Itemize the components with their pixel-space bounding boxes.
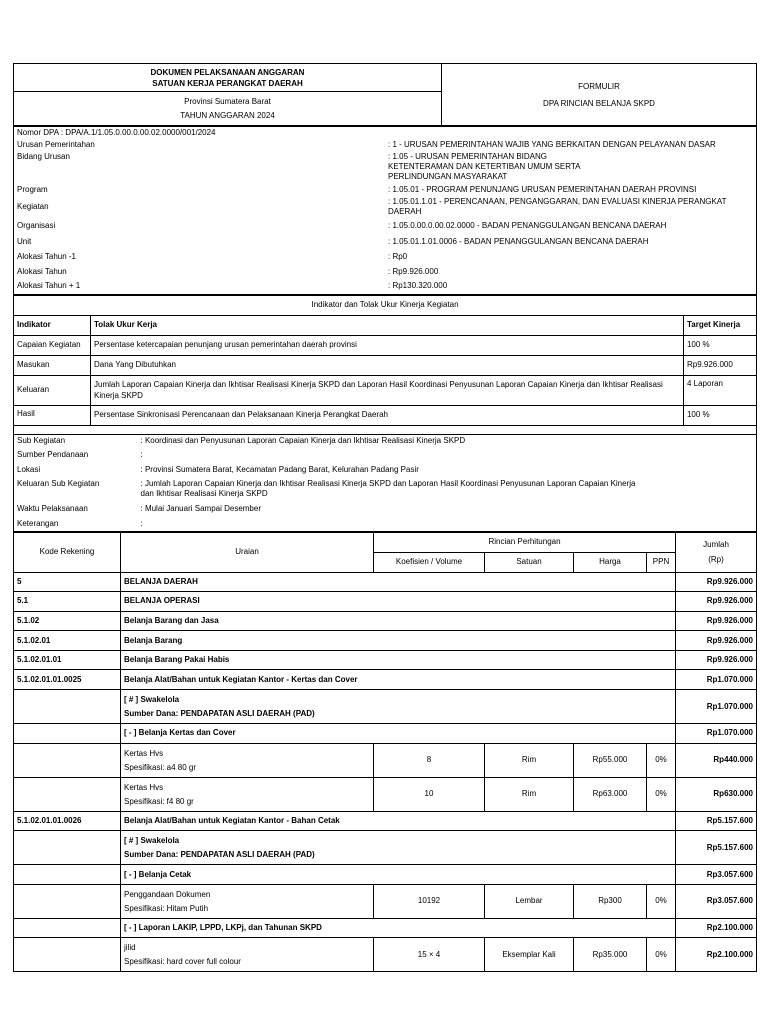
indikator-section-title: Indikator dan Tolak Ukur Kinerja Kegiatan xyxy=(14,295,757,315)
jumlah-cell: Rp1.070.000 xyxy=(676,670,757,690)
jumlah-cell: Rp5.157.600 xyxy=(676,831,757,865)
info-label: Alokasi Tahun -1 xyxy=(14,249,386,264)
info-label: Alokasi Tahun + 1 xyxy=(14,279,386,294)
kode-cell xyxy=(14,865,121,885)
info-label: Unit xyxy=(14,234,386,249)
ppn-cell: 0% xyxy=(647,938,676,972)
ppn-cell: 0% xyxy=(647,884,676,918)
item-name: jilid xyxy=(124,943,136,953)
satuan-cell: Lembar xyxy=(485,884,574,918)
satuan-cell: Rim xyxy=(485,743,574,777)
jumlah-cell: Rp440.000 xyxy=(676,743,757,777)
jumlah-cell: Rp9.926.000 xyxy=(676,611,757,631)
harga-cell: Rp300 xyxy=(574,884,647,918)
info-value: : Rp130.320.000 xyxy=(385,279,757,294)
satuan-cell: Rim xyxy=(485,777,574,811)
uraian-cell: Belanja Barang dan Jasa xyxy=(121,611,676,631)
uraian-cell: [ - ] Belanja Kertas dan Cover xyxy=(121,724,676,744)
ppn-cell: 0% xyxy=(647,743,676,777)
info-label: Kegiatan xyxy=(14,196,386,218)
jumlah-cell: Rp3.057.600 xyxy=(676,884,757,918)
harga-header: Harga xyxy=(574,552,647,572)
target-cell: 4 Laporan xyxy=(683,375,756,405)
uraian-cell xyxy=(121,743,374,777)
item-name: Kertas Hvs xyxy=(124,748,164,758)
swakelola-text: [ # ] Swakelola xyxy=(124,836,180,846)
sub-info-label: Lokasi xyxy=(14,462,138,478)
jumlah-cell: Rp1.070.000 xyxy=(676,690,757,724)
harga-cell: Rp63.000 xyxy=(574,777,647,811)
info-label: Alokasi Tahun xyxy=(14,264,386,279)
kode-cell xyxy=(14,724,121,744)
info-table xyxy=(13,126,757,295)
rincian-row-account xyxy=(14,650,757,670)
koef-cell: 10192 xyxy=(374,884,485,918)
nomor-dpa: Nomor DPA : DPA/A.1/1.05.0.00.0.00.02.0000/001/2024 xyxy=(14,127,757,140)
rincian-header: Rincian Perhitungan xyxy=(374,532,676,552)
rincian-row-item xyxy=(14,743,757,777)
jumlah-cell: Rp2.100.000 xyxy=(676,938,757,972)
tolak-cell: Jumlah Laporan Capaian Kinerja dan Ikhtisar Realisasi Kinerja SKPD dan Laporan Hasil Koordinasi Penyusunan Laporan Capaian Kinerja dan Ikhtisar Realisasi Kinerja SKPD xyxy=(91,375,684,405)
sub-info-value: : Provinsi Sumatera Barat, Kecamatan Padang Barat, Kelurahan Padang Pasir xyxy=(138,462,757,478)
year-text: TAHUN ANGGARAN 2024 xyxy=(180,111,275,120)
koef-cell: 10 xyxy=(374,777,485,811)
koef-cell: 15 × 4 xyxy=(374,938,485,972)
sub-info-value: : Jumlah Laporan Capaian Kinerja dan Ikhtisar Realisasi Kinerja SKPD dan Laporan Hasil Koordinasi Penyusunan Laporan Capaian Kinerja dan Ikhtisar Realisasi Kinerja SKPD xyxy=(138,478,757,500)
jumlah-header-text: Jumlah xyxy=(703,540,729,549)
kode-cell xyxy=(14,743,121,777)
dpa-document xyxy=(13,63,757,972)
target-cell: 100 % xyxy=(683,335,756,355)
jumlah-cell: Rp630.000 xyxy=(676,777,757,811)
info-value: : Rp9.926.000 xyxy=(385,264,757,279)
kode-cell: 5.1.02.01 xyxy=(14,631,121,651)
uraian-cell xyxy=(121,831,676,865)
sub-info-value: : xyxy=(138,448,757,462)
sub-info-value: : Mulai Januari Sampai Desember xyxy=(138,500,757,517)
info-label: Program xyxy=(14,183,386,196)
rincian-row-group xyxy=(14,865,757,885)
jumlah-cell: Rp9.926.000 xyxy=(676,572,757,592)
info-label: Bidang Urusan xyxy=(14,151,386,183)
spacer xyxy=(13,426,757,434)
title-line-2: SATUAN KERJA PERANGKAT DAERAH xyxy=(152,78,303,88)
sumber-dana-text: Sumber Dana: PENDAPATAN ASLI DAERAH (PAD) xyxy=(124,709,315,719)
kode-cell xyxy=(14,690,121,724)
info-value: : Rp0 xyxy=(385,249,757,264)
uraian-cell: Belanja Barang Pakai Habis xyxy=(121,650,676,670)
uraian-cell xyxy=(121,690,676,724)
ppn-cell: 0% xyxy=(647,777,676,811)
form-name-text: DPA RINCIAN BELANJA SKPD xyxy=(543,98,655,108)
koef-cell: 8 xyxy=(374,743,485,777)
uraian-cell: Belanja Barang xyxy=(121,631,676,651)
target-cell: 100 % xyxy=(683,405,756,425)
province-text: Provinsi Sumatera Barat xyxy=(184,97,271,106)
jumlah-cell: Rp9.926.000 xyxy=(676,592,757,612)
uraian-cell: Belanja Alat/Bahan untuk Kegiatan Kantor - Kertas dan Cover xyxy=(121,670,676,690)
uraian-cell xyxy=(121,777,374,811)
tolak-cell: Dana Yang Dibutuhkan xyxy=(91,355,684,375)
indikator-cell: Keluaran xyxy=(14,375,91,405)
target-header: Target Kinerja xyxy=(683,315,756,335)
province-year xyxy=(14,92,442,126)
rincian-body xyxy=(14,572,757,972)
uraian-cell: Belanja Alat/Bahan untuk Kegiatan Kantor - Bahan Cetak xyxy=(121,811,676,831)
sumber-dana-text: Sumber Dana: PENDAPATAN ASLI DAERAH (PAD) xyxy=(124,850,315,860)
kode-header: Kode Rekening xyxy=(14,532,121,572)
sub-info-label: Sub Kegiatan xyxy=(14,434,138,448)
kode-cell: 5.1.02 xyxy=(14,611,121,631)
item-spec: Spesifikasi: f4 80 gr xyxy=(124,796,194,806)
rincian-row-group2 xyxy=(14,831,757,865)
satuan-header: Satuan xyxy=(485,552,574,572)
swakelola-text: [ # ] Swakelola xyxy=(124,695,180,705)
info-value: : 1.05.01.1.01 - PERENCANAAN, PENGANGGARAN, DAN EVALUASI KINERJA PERANGKAT DAERAH xyxy=(385,196,757,218)
kode-cell: 5.1.02.01.01.0026 xyxy=(14,811,121,831)
sub-info-label: Waktu Pelaksanaan xyxy=(14,500,138,517)
rincian-row-item xyxy=(14,938,757,972)
header-table xyxy=(13,63,757,126)
rincian-row-item xyxy=(14,777,757,811)
uraian-cell: BELANJA DAERAH xyxy=(121,572,676,592)
rincian-row-group xyxy=(14,918,757,938)
ppn-header: PPN xyxy=(647,552,676,572)
item-spec: Spesifikasi: a4 80 gr xyxy=(124,762,197,772)
kode-cell xyxy=(14,938,121,972)
info-label: Urusan Pemerintahan xyxy=(14,139,386,151)
jumlah-cell: Rp2.100.000 xyxy=(676,918,757,938)
document-title xyxy=(14,64,442,92)
rincian-row-account xyxy=(14,811,757,831)
item-name: Penggandaan Dokumen xyxy=(124,889,211,899)
jumlah-unit-text: (Rp) xyxy=(708,555,724,564)
rincian-row-group xyxy=(14,724,757,744)
info-value: : 1.05 - URUSAN PEMERINTAHAN BIDANG KETENTERAMAN DAN KETERTIBAN UMUM SERTA PERLINDUNGAN MASYARAKAT xyxy=(385,151,757,183)
tolak-header: Tolak Ukur Kerja xyxy=(91,315,684,335)
kode-cell: 5.1.02.01.01.0025 xyxy=(14,670,121,690)
indikator-cell: Masukan xyxy=(14,355,91,375)
uraian-header: Uraian xyxy=(121,532,374,572)
indikator-table xyxy=(13,295,757,426)
info-value: : 1 - URUSAN PEMERINTAHAN WAJIB YANG BERKAITAN DENGAN PELAYANAN DASAR xyxy=(385,139,757,151)
info-value: : 1.05.01.1.01.0006 - BADAN PENANGGULANGAN BENCANA DAERAH xyxy=(385,234,757,249)
target-cell: Rp9.926.000 xyxy=(683,355,756,375)
harga-cell: Rp55.000 xyxy=(574,743,647,777)
kode-cell xyxy=(14,884,121,918)
jumlah-cell: Rp5.157.600 xyxy=(676,811,757,831)
info-label: Organisasi xyxy=(14,218,386,234)
rincian-row-account xyxy=(14,572,757,592)
tolak-cell: Persentase ketercapaian penunjang urusan pemerintahan daerah provinsi xyxy=(91,335,684,355)
indikator-header: Indikator xyxy=(14,315,91,335)
harga-cell: Rp35.000 xyxy=(574,938,647,972)
uraian-cell xyxy=(121,938,374,972)
sub-info-label: Keluaran Sub Kegiatan xyxy=(14,478,138,500)
uraian-cell: BELANJA OPERASI xyxy=(121,592,676,612)
rincian-row-account xyxy=(14,611,757,631)
item-spec: Spesifikasi: hard cover full colour xyxy=(124,957,241,967)
indikator-cell: Hasil xyxy=(14,405,91,425)
jumlah-cell: Rp3.057.600 xyxy=(676,865,757,885)
rincian-row-account xyxy=(14,592,757,612)
kode-cell: 5.1 xyxy=(14,592,121,612)
rincian-row-group2 xyxy=(14,690,757,724)
rincian-row-account xyxy=(14,670,757,690)
kode-cell xyxy=(14,918,121,938)
title-line-1: DOKUMEN PELAKSANAAN ANGGARAN xyxy=(150,67,305,77)
jumlah-cell: Rp1.070.000 xyxy=(676,724,757,744)
sub-info-value: : Koordinasi dan Penyusunan Laporan Capaian Kinerja dan Ikhtisar Realisasi Kinerja SKPD xyxy=(138,434,757,448)
kode-cell xyxy=(14,777,121,811)
uraian-cell: [ - ] Laporan LAKIP, LPPD, LKPj, dan Tahunan SKPD xyxy=(121,918,676,938)
sub-info-label: Keterangan xyxy=(14,517,138,531)
jumlah-header xyxy=(676,532,757,572)
rincian-table xyxy=(13,532,757,973)
rincian-row-account xyxy=(14,631,757,651)
form-label-text: FORMULIR xyxy=(578,81,620,91)
form-label xyxy=(442,64,757,126)
sub-info-value: : xyxy=(138,517,757,531)
tolak-cell: Persentase Sinkronisasi Perencanaan dan Pelaksanaan Kinerja Perangkat Daerah xyxy=(91,405,684,425)
kode-cell xyxy=(14,831,121,865)
info-value: : 1.05.01 - PROGRAM PENUNJANG URUSAN PEMERINTAHAN DAERAH PROVINSI xyxy=(385,183,757,196)
uraian-cell xyxy=(121,884,374,918)
kode-cell: 5 xyxy=(14,572,121,592)
sub-info-label: Sumber Pendanaan xyxy=(14,448,138,462)
satuan-cell: Eksemplar Kali xyxy=(485,938,574,972)
item-spec: Spesifikasi: Hitam Putih xyxy=(124,903,209,913)
uraian-cell: [ - ] Belanja Cetak xyxy=(121,865,676,885)
rincian-row-item xyxy=(14,884,757,918)
koef-header: Koefisien / Volume xyxy=(374,552,485,572)
kode-cell: 5.1.02.01.01 xyxy=(14,650,121,670)
jumlah-cell: Rp9.926.000 xyxy=(676,650,757,670)
sub-info-table xyxy=(13,434,757,532)
info-value: : 1.05.0.00.0.00.02.0000 - BADAN PENANGGULANGAN BENCANA DAERAH xyxy=(385,218,757,234)
indikator-cell: Capaian Kegiatan xyxy=(14,335,91,355)
jumlah-cell: Rp9.926.000 xyxy=(676,631,757,651)
item-name: Kertas Hvs xyxy=(124,782,164,792)
